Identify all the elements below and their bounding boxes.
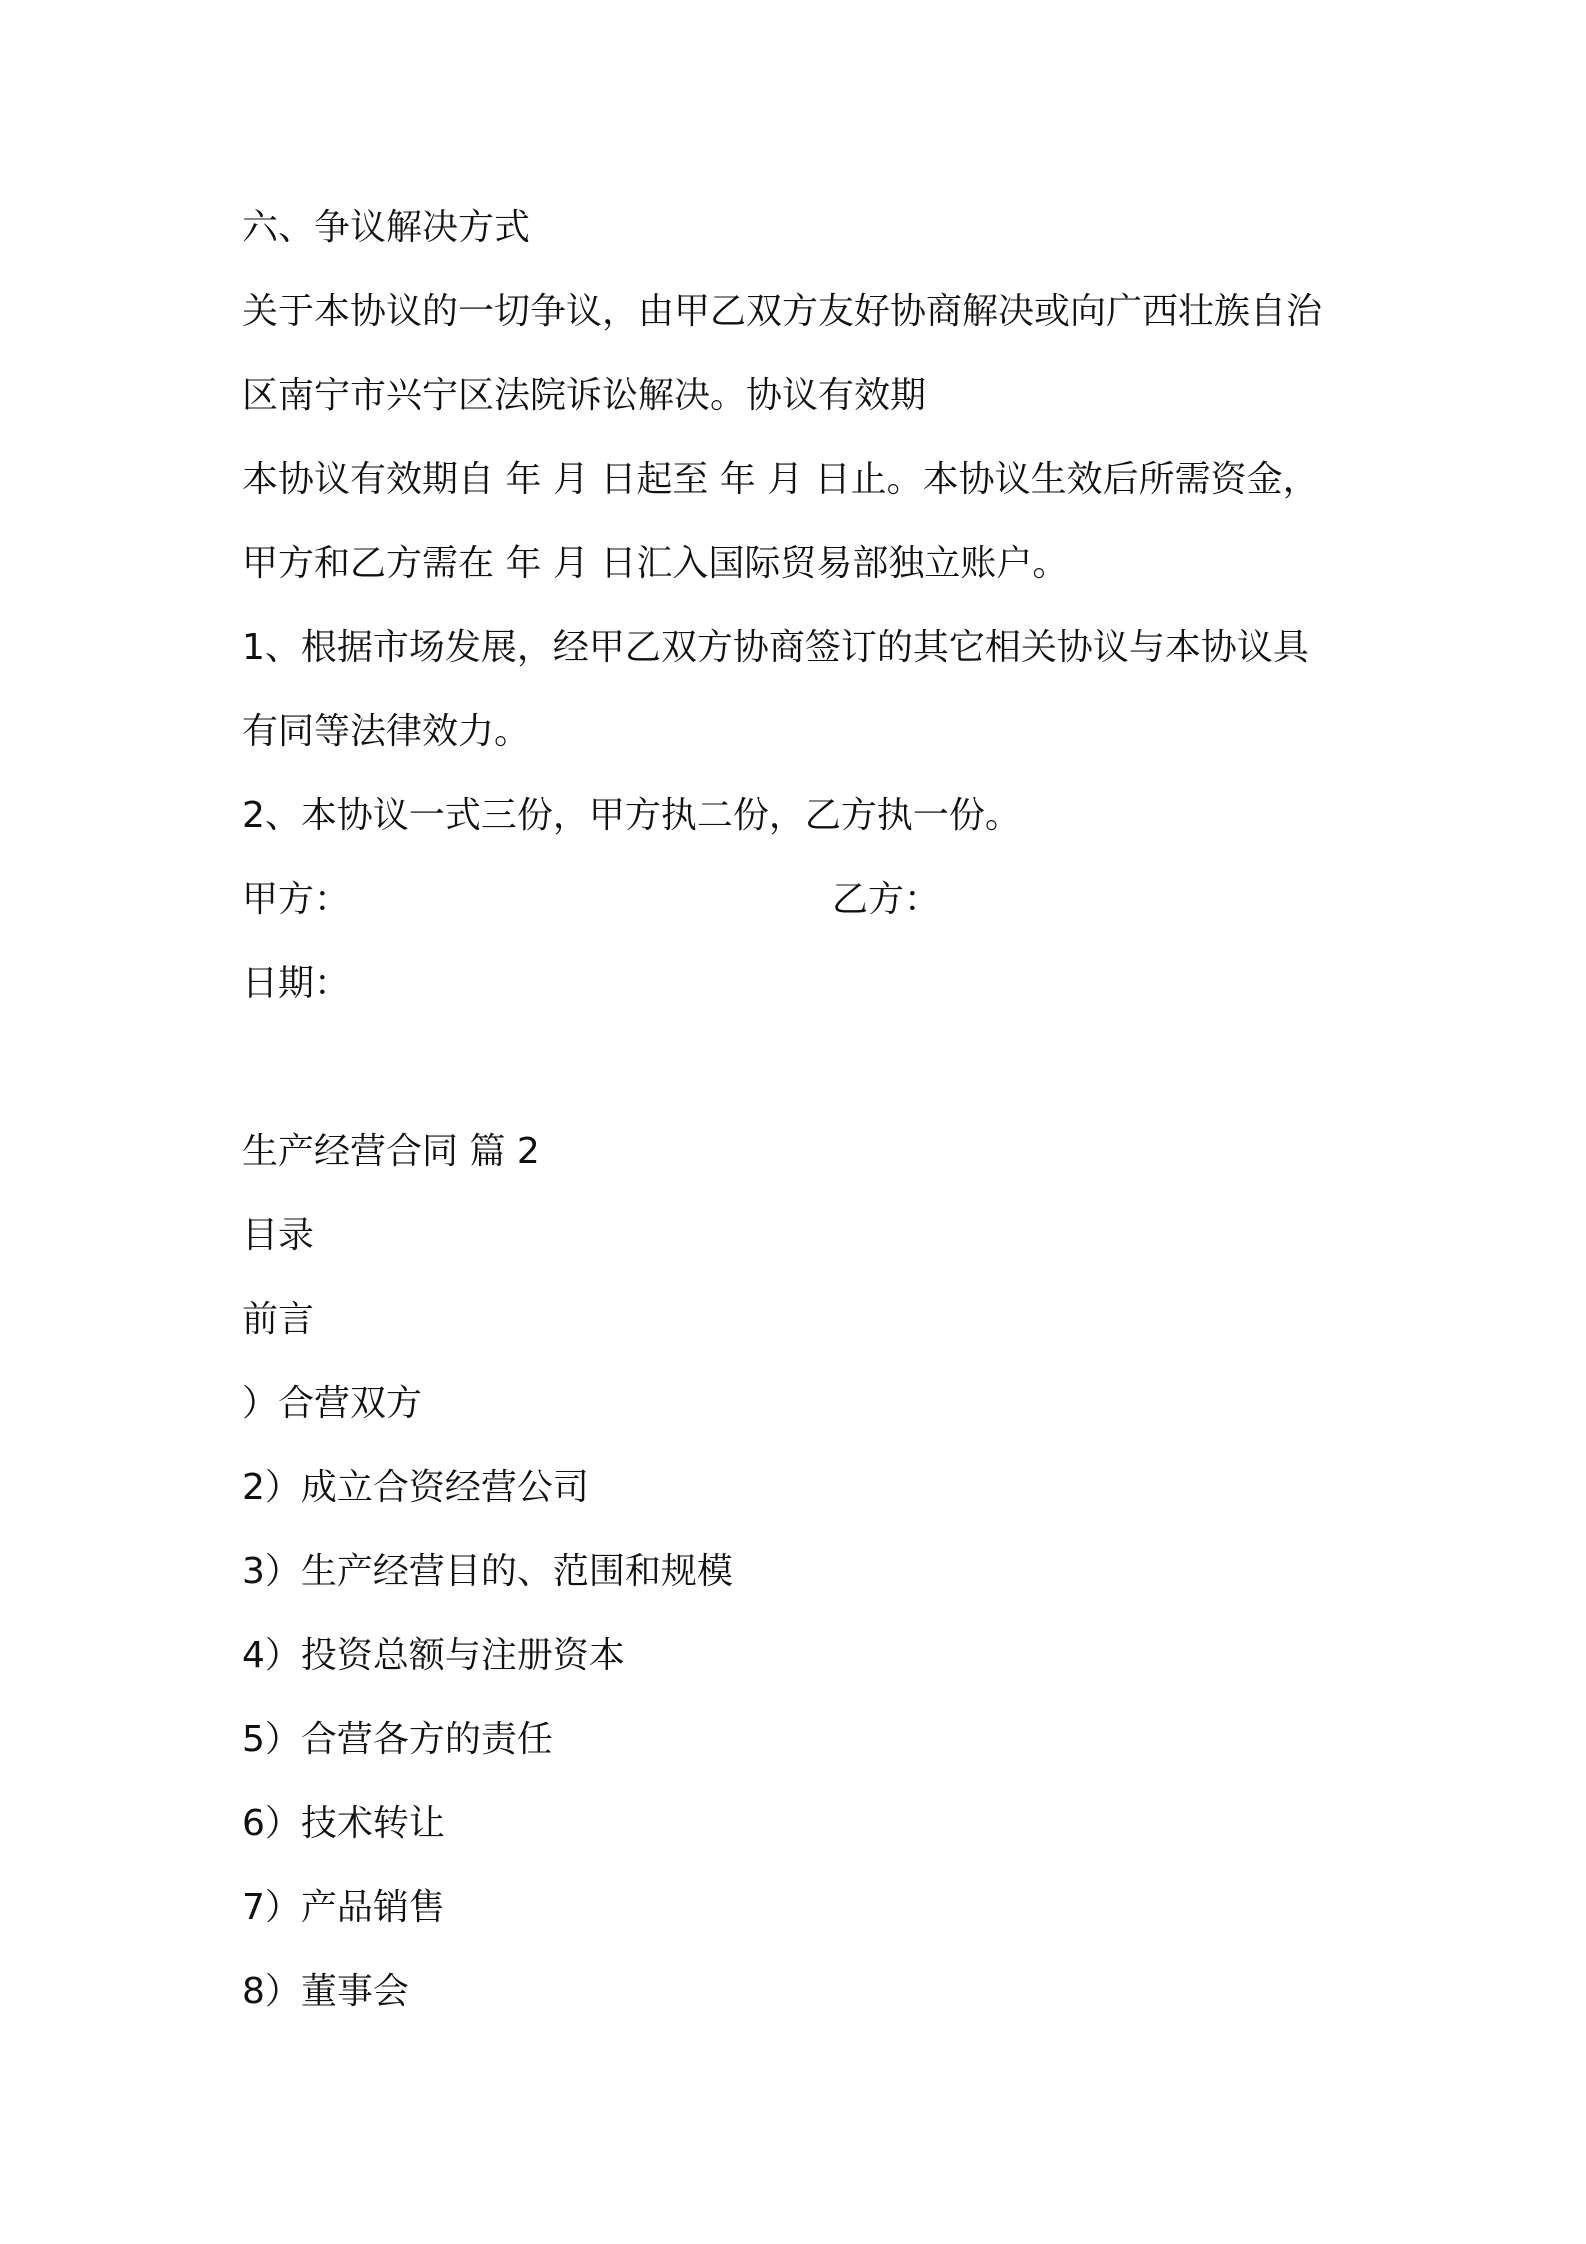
contract-title: 生产经营合同 篇 2: [242, 1131, 540, 1172]
paragraph-line: 有同等法律效力。: [242, 711, 531, 752]
paragraph-line: 2、本协议一式三份，甲方执二份，乙方执一份。: [242, 795, 1021, 836]
toc-item: 8）董事会: [242, 1971, 409, 2012]
section-heading: 六、争议解决方式: [242, 207, 531, 248]
toc-item: 3）生产经营目的、范围和规模: [242, 1551, 733, 1592]
paragraph-line: 本协议有效期自 年 月 日起至 年 月 日止。本协议生效后所需资金，: [242, 459, 1319, 500]
toc-item: 7）产品销售: [242, 1887, 445, 1928]
toc-heading: 目录: [242, 1215, 315, 1256]
party-b-label: 乙方：: [832, 879, 941, 920]
date-label: 日期：: [242, 963, 351, 1004]
toc-item: 2）成立合资经营公司: [242, 1467, 589, 1508]
toc-item: ）合营双方: [242, 1383, 423, 1424]
toc-item: 4）投资总额与注册资本: [242, 1635, 625, 1676]
paragraph-line: 关于本协议的一切争议，由甲乙双方友好协商解决或向广西壮族自治: [242, 291, 1323, 332]
paragraph-line: 1、根据市场发展，经甲乙双方协商签订的其它相关协议与本协议具: [242, 627, 1309, 668]
toc-item: 6）技术转让: [242, 1803, 445, 1844]
preface-heading: 前言: [242, 1299, 315, 1340]
paragraph-line: 区南宁市兴宁区法院诉讼解决。协议有效期: [242, 375, 927, 416]
party-a-label: 甲方：: [242, 879, 351, 920]
paragraph-line: 甲方和乙方需在 年 月 日汇入国际贸易部独立账户。: [242, 543, 1069, 584]
toc-item: 5）合营各方的责任: [242, 1719, 553, 1760]
